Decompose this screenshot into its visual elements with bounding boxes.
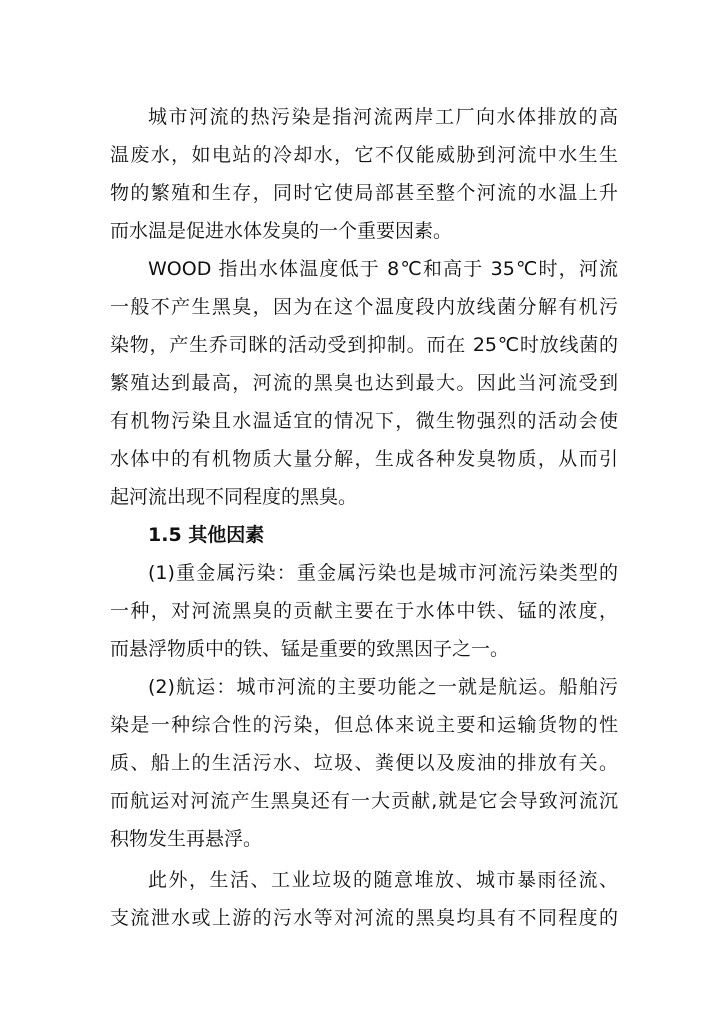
paragraph-5-line-2: 支流泄水或上游的污水等对河流的黑臭均具有不同程度的 <box>110 907 618 929</box>
paragraph-1-line-3: 物的繁殖和生存，同时它使局部甚至整个河流的水温上升 <box>110 182 618 204</box>
paragraph-1-line-1: 城市河流的热污染是指河流两岸工厂向水体排放的高 <box>148 106 618 128</box>
paragraph-3-line-2: 一种，对河流黑臭的贡献主要在于水体中铁、锰的浓度， <box>110 600 618 622</box>
paragraph-3-line-3: 而悬浮物质中的铁、锰是重要的致黑因子之一。 <box>110 638 510 660</box>
paragraph-2-line-6: 水体中的有机物质大量分解，生成各种发臭物质，从而引 <box>110 448 618 470</box>
paragraph-4-line-1: (2)航运：城市河流的主要功能之一就是航运。船舶污 <box>148 676 618 698</box>
paragraph-2-line-3: 染物，产生乔司眯的活动受到抑制。而在 25℃时放线菌的 <box>110 334 618 356</box>
paragraph-2-line-1: WOOD 指出水体温度低于 8℃和高于 35℃时，河流 <box>148 258 618 280</box>
paragraph-4-line-3: 质、船上的生活污水、垃圾、粪便以及废油的排放有关。 <box>110 752 618 774</box>
paragraph-2-line-5: 有机物污染且水温适宜的情况下，微生物强烈的活动会使 <box>110 410 618 432</box>
section-heading: 1.5 其他因素 <box>148 524 265 546</box>
paragraph-2-line-4: 繁殖达到最高，河流的黑臭也达到最大。因此当河流受到 <box>110 372 618 394</box>
paragraph-4-line-5: 积物发生再悬浮。 <box>110 828 263 850</box>
paragraph-5-line-1: 此外，生活、工业垃圾的随意堆放、城市暴雨径流、 <box>148 869 618 891</box>
paragraph-1-line-4: 而水温是促进水体发臭的一个重要因素。 <box>110 220 453 242</box>
paragraph-3-line-1: (1)重金属污染：重金属污染也是城市河流污染类型的 <box>148 562 618 584</box>
paragraph-4-line-4: 而航运对河流产生黑臭还有一大贡献,就是它会导致河流沉 <box>110 790 618 812</box>
paragraph-1-line-2: 温废水，如电站的冷却水，它不仅能威胁到河流中水生生 <box>110 144 618 166</box>
paragraph-2-line-2: 一般不产生黑臭，因为在这个温度段内放线菌分解有机污 <box>110 296 618 318</box>
paragraph-4-line-2: 染是一种综合性的污染，但总体来说主要和运输货物的性 <box>110 714 618 736</box>
paragraph-2-line-7: 起河流出现不同程度的黑臭。 <box>110 486 358 508</box>
